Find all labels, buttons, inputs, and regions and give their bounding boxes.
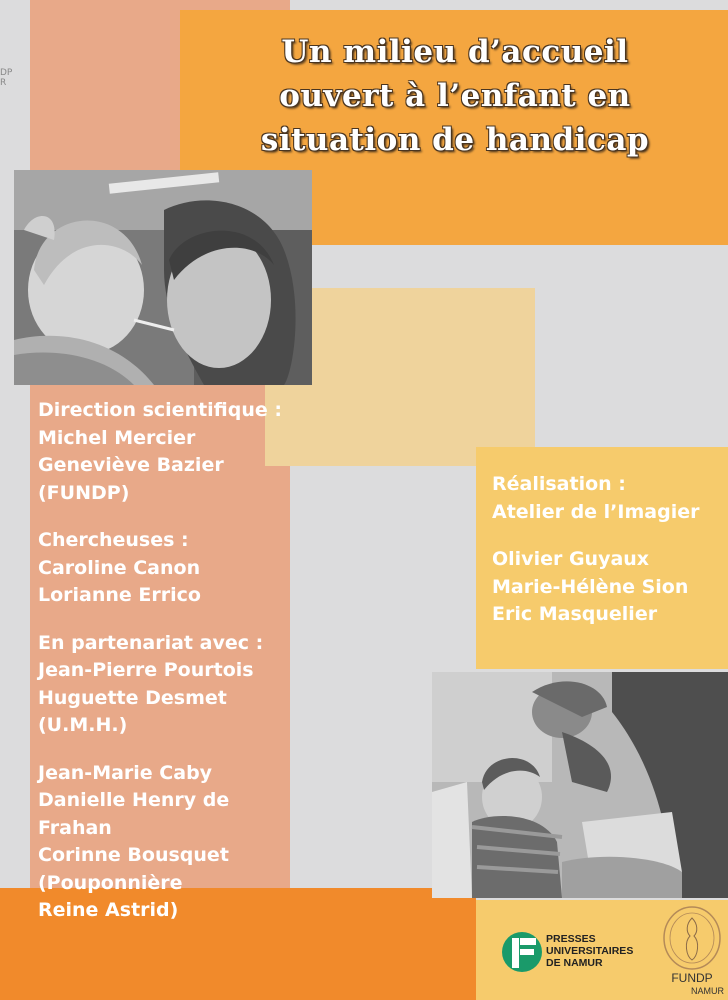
credit-line: Jean-Marie Caby: [38, 761, 213, 784]
publisher-name: [546, 933, 633, 969]
credit-line: (Pouponnière: [38, 871, 183, 894]
credit-line: Marie-Hélène Sion: [492, 575, 689, 598]
credit-line: (U.M.H.): [38, 714, 128, 736]
fundp-city: NAMUR: [691, 986, 724, 996]
credit-line: Reine Astrid): [38, 899, 179, 921]
edge-text: [0, 68, 12, 88]
credit-line: Atelier de l’Imagier: [492, 500, 700, 523]
title-line: Un milieu d’accueil: [281, 34, 629, 70]
publisher-line: UNIVERSITAIRES: [546, 945, 634, 957]
edge-text-line: R: [0, 78, 7, 88]
photo-child-and-caregiver: [432, 672, 728, 898]
credit-line: Corinne Bousquet: [38, 844, 229, 866]
credit-group-pouponniere: [38, 760, 298, 925]
left-credits: [38, 397, 298, 925]
credit-group-partners: [38, 630, 298, 740]
photo-illustration: [14, 170, 312, 385]
credit-line: Danielle Henry de: [38, 789, 230, 811]
credit-group-realisation: [492, 471, 728, 526]
credit-group-direction: [38, 397, 298, 507]
credit-group-team: [492, 546, 728, 629]
title-line: situation de handicap: [260, 122, 650, 158]
edge-text-line: DP: [0, 68, 13, 78]
credit-line: Frahan: [38, 816, 112, 839]
credit-line: Huguette Desmet: [38, 686, 227, 709]
fundp-seal-icon: [660, 906, 724, 972]
credit-line: Eric Masquelier: [492, 603, 658, 625]
credit-line: Jean-Pierre Pourtois: [38, 659, 254, 681]
cover-title: [190, 30, 720, 162]
credit-line: (FUNDP): [38, 481, 130, 504]
credit-line: Réalisation :: [492, 473, 626, 495]
right-credits: [492, 471, 728, 629]
publisher-logo: [500, 930, 650, 974]
title-line: ouvert à l’enfant en: [279, 78, 631, 114]
credit-group-researchers: [38, 527, 298, 610]
credit-line: Caroline Canon: [38, 556, 201, 579]
credit-line: En partenariat avec :: [38, 631, 264, 654]
credit-line: Geneviève Bazier: [38, 454, 224, 476]
fundp-name: FUNDP: [671, 971, 713, 985]
credit-line: Olivier Guyaux: [492, 548, 650, 570]
pun-emblem-icon: [500, 930, 544, 974]
credit-line: Lorianne Errico: [38, 584, 201, 606]
photo-girl-and-woman: [14, 170, 312, 385]
photo-illustration: [432, 672, 728, 898]
credit-line: Michel Mercier: [38, 426, 196, 449]
credit-line: Chercheuses :: [38, 529, 189, 551]
publisher-line: DE NAMUR: [546, 957, 603, 969]
fundp-logo: [660, 906, 724, 998]
publisher-line: PRESSES: [546, 933, 596, 945]
credit-line: Direction scientifique :: [38, 399, 282, 421]
